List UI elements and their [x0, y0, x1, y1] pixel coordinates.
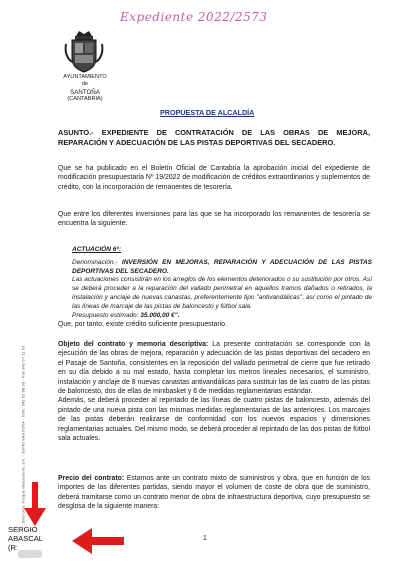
letterhead-line4: (CANTABRIA)	[67, 96, 103, 103]
letterhead	[44, 74, 126, 104]
presupuesto-label: Presupuesto estimado:	[72, 311, 141, 319]
coat-of-arms-icon	[62, 28, 106, 74]
page-number: 1	[203, 535, 207, 542]
actuacion-descripcion: Las actuaciones consistirán en los arreglos de los elementos deteriorados o su sustitución por otros. Así se deberá proceder a la reparación del vallado perimetral en aquellos tramos dañados o retirados, la instalación y anclaje de nuevas canastas, preferentemente tipo "antivandálicas", así como el pintado de las líneas de marcaje de las pistas de baloncesto y fútbol sala.	[72, 276, 373, 310]
redacted-block	[18, 550, 42, 558]
document-subject: ASUNTO.- EXPEDIENTE DE CONTRATACIÓN DE LAS OBRAS DE MEJORA, REPARACIÓN Y ADECUACIÓN DE LAS PISTAS DEPORTIVAS DEL SECADERO.	[58, 128, 370, 147]
objeto-text: La presente contratación se corresponde con la ejecución de las obras de mejora, reparación y adecuación de las pistas deportivas del secadero en el Pasaje de Santoña, consistentes en la reposición del vallado perimetral de cierre que fue retirado en su día debido a su mal estado, hasta completar los metros lineales necesarios, el suministro, instalación y anclaje de 8 nuevas canastas antivandálicas para sustituir las de las cuatro de las pistas de baloncesto, dos de ellas de minibasket y 6 de medidas reglamentarias estándar.	[58, 341, 370, 396]
paragraph-2: Que entre los diferentes inversiones para las que se ha incorporado los remanentes de tesorería se encuentra la siguiente:	[58, 211, 370, 228]
precio-title: Precio del contrato:	[58, 475, 125, 482]
signer-line3: (R:	[8, 543, 19, 552]
actuacion-denominacion	[72, 259, 372, 277]
document-heading: PROPUESTA DE ALCALDÍA	[160, 108, 255, 117]
precio-text: Estamos ante un contrato mixto de suministros y obra, que en función de los importes de las diferentes partidas, siendo mayor el volumen de coste de obra que de suministro, deberá tramitarse como un contrato menor de obra de infraestructura deportiva, cuyo presupuesto se desglosa de la siguiente manera:	[58, 475, 370, 511]
handwritten-note: Expediente 2022/2573	[120, 10, 268, 24]
objeto-text-2: Además, se deberá proceder al repintado de las líneas de cuatro pistas de baloncesto, además del pintado de una nueva pista con las mismas medidas reglamentarias de las anteriores. Los marcajes de las pistas deberán realizarse de conformidad con los nuevos espacios y dimensiones reglamentarias actuales. Del mismo modo, se deberá proceder al repintado de las dos pistas de fútbol sala actuales.	[58, 397, 370, 443]
paragraph-1: Que se ha publicado en el Boletín Oficial de Cantabria la aprobación inicial del expediente de modificación presupuestaria Nº 19/2022 de modificación de créditos extraordinarios y suplementos de crédito, con la incorporación de remanentes de tesorería.	[58, 165, 370, 191]
denominacion-label: Denominación.-	[72, 258, 122, 266]
presupuesto-value: 35.000,00 €".	[140, 311, 180, 319]
letterhead-line1: AYUNTAMIENTO	[63, 74, 107, 80]
paragraph-3: Que, por tanto, existe crédito suficiente presupuestario.	[58, 321, 227, 328]
precio-section	[58, 474, 370, 512]
arrow-down-icon	[24, 482, 46, 526]
arrow-left-icon	[72, 528, 124, 554]
denominacion-value: INVERSIÓN EN MEJORAS, REPARACIÓN Y ADECUACIÓN DE LAS PISTAS DEPORTIVAS DEL SECADERO.	[72, 258, 372, 275]
letterhead-line3: SANTOÑA	[70, 88, 100, 96]
actuacion-block	[72, 246, 372, 320]
signer-line1: SERGIO	[8, 525, 38, 534]
signer-block	[8, 525, 43, 552]
sidebar-address-text: Dirección: Parque Manzanedo, s/n. - 39740 SANTOÑA - Telfs. 942 62 88 90 - Fax 942 67 11 97	[20, 345, 26, 524]
signer-line2: ABASCAL	[8, 534, 44, 543]
actuacion-label: ACTUACIÓN 6ª:	[72, 246, 121, 253]
objeto-section	[58, 340, 370, 443]
objeto-title: Objeto del contrato y memoria descriptiva:	[58, 341, 209, 348]
letterhead-line2: de	[81, 81, 89, 88]
